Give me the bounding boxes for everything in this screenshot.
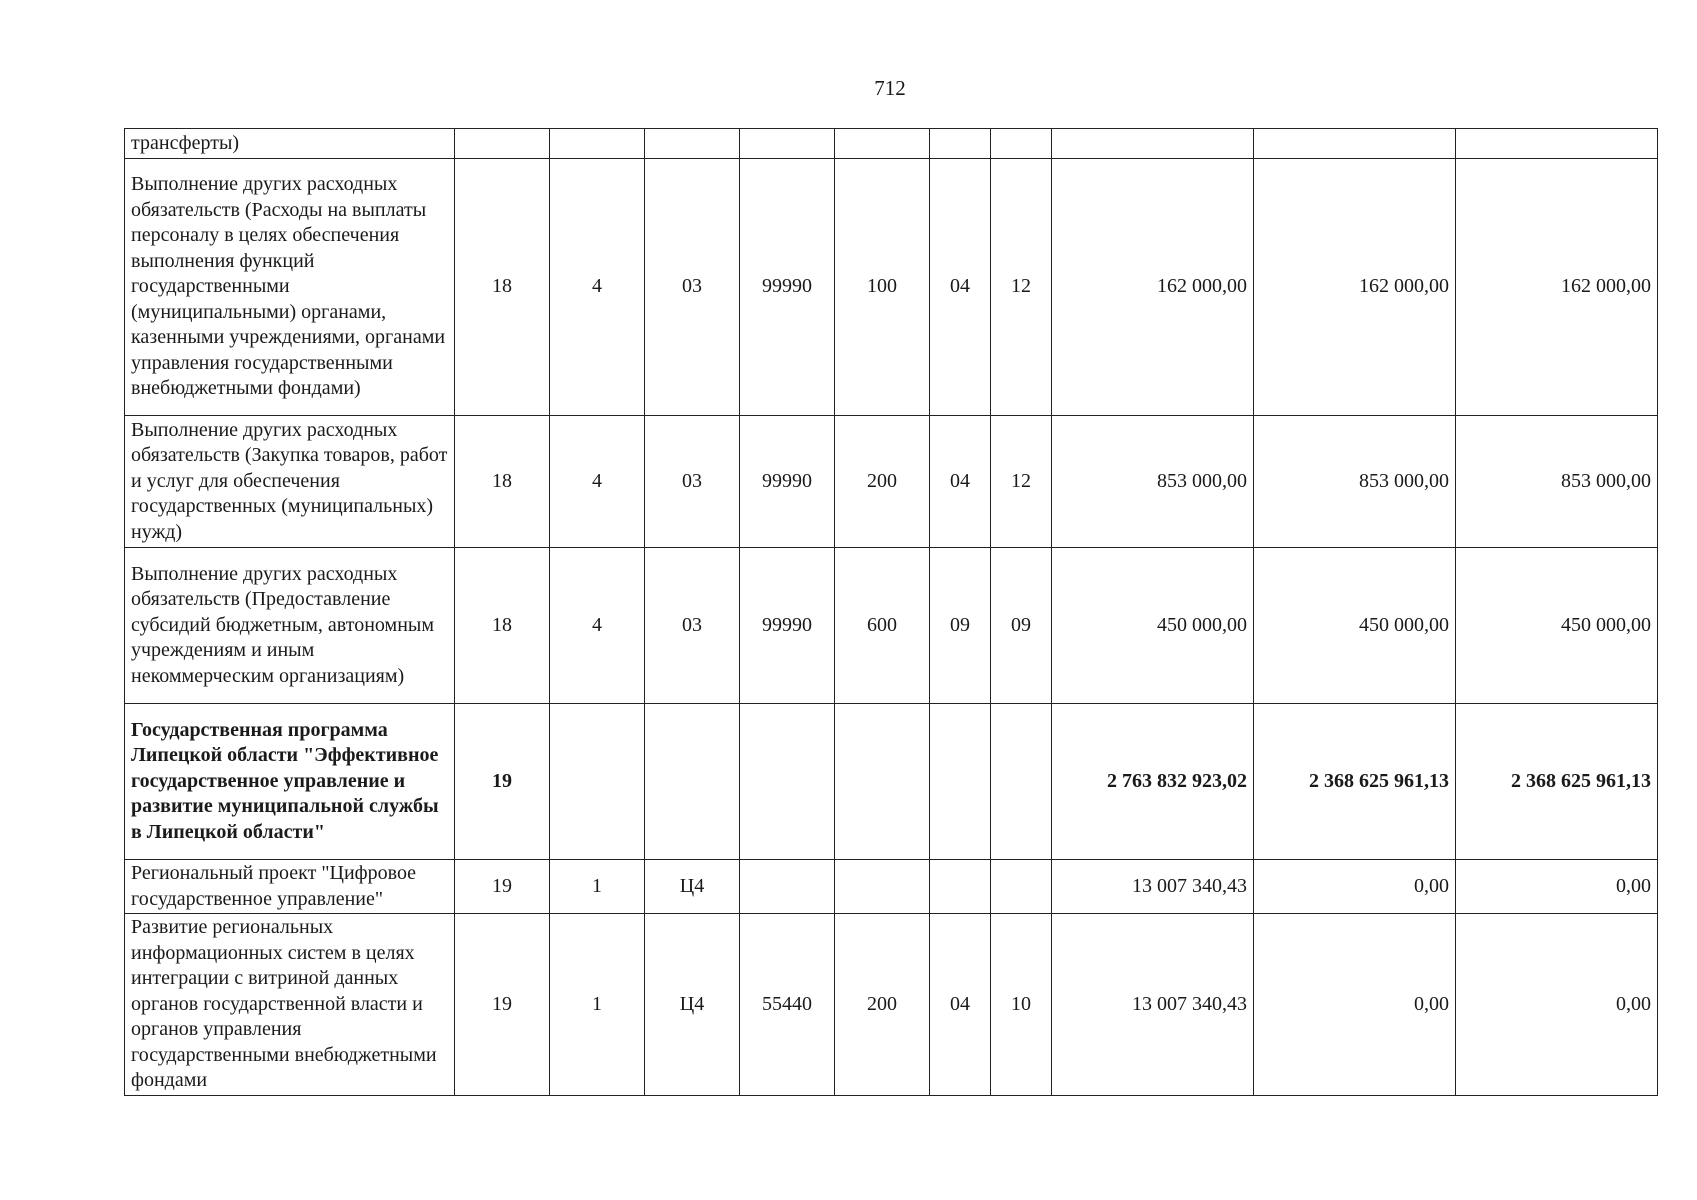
code-cell: 19 xyxy=(455,860,550,914)
amount-cell: 450 000,00 xyxy=(1052,548,1254,704)
code-cell: 99990 xyxy=(740,159,835,416)
row-name-cell: трансферты) xyxy=(125,129,455,159)
amount-cell: 2 763 832 923,02 xyxy=(1052,704,1254,860)
code-cell: 12 xyxy=(991,416,1052,548)
code-cell xyxy=(835,704,930,860)
code-cell xyxy=(740,860,835,914)
code-cell: 200 xyxy=(835,416,930,548)
code-cell xyxy=(991,129,1052,159)
row-name-cell: Государственная программа Липецкой области "Эффективное государственное управление и развитие муниципальной службы в Липецкой области" xyxy=(125,704,455,860)
code-cell: 10 xyxy=(991,914,1052,1096)
table-row xyxy=(125,159,1658,416)
code-cell xyxy=(835,860,930,914)
code-cell xyxy=(991,704,1052,860)
code-cell: 99990 xyxy=(740,416,835,548)
amount-cell: 13 007 340,43 xyxy=(1052,914,1254,1096)
amount-cell: 450 000,00 xyxy=(1254,548,1456,704)
budget-table xyxy=(124,128,1658,1096)
code-cell xyxy=(740,129,835,159)
code-cell: 4 xyxy=(550,548,645,704)
row-name-cell: Региональный проект "Цифровое государственное управление" xyxy=(125,860,455,914)
code-cell: 1 xyxy=(550,914,645,1096)
amount-cell: 853 000,00 xyxy=(1456,416,1658,548)
table-row xyxy=(125,548,1658,704)
code-cell xyxy=(930,129,991,159)
table-row xyxy=(125,416,1658,548)
amount-cell: 13 007 340,43 xyxy=(1052,860,1254,914)
code-cell: 55440 xyxy=(740,914,835,1096)
amount-cell: 853 000,00 xyxy=(1254,416,1456,548)
amount-cell: 0,00 xyxy=(1254,860,1456,914)
code-cell: 18 xyxy=(455,548,550,704)
code-cell xyxy=(550,704,645,860)
amount-cell: 162 000,00 xyxy=(1254,159,1456,416)
code-cell: 18 xyxy=(455,159,550,416)
amount-cell xyxy=(1254,129,1456,159)
code-cell xyxy=(930,860,991,914)
code-cell xyxy=(930,704,991,860)
code-cell: Ц4 xyxy=(645,914,740,1096)
table-row xyxy=(125,860,1658,914)
code-cell: 03 xyxy=(645,159,740,416)
code-cell: 19 xyxy=(455,704,550,860)
amount-cell xyxy=(1456,129,1658,159)
table-row xyxy=(125,129,1658,159)
page-number: 712 xyxy=(874,76,906,100)
code-cell: 99990 xyxy=(740,548,835,704)
code-cell: 04 xyxy=(930,416,991,548)
code-cell xyxy=(740,704,835,860)
code-cell: 12 xyxy=(991,159,1052,416)
code-cell xyxy=(991,860,1052,914)
row-name-cell: Выполнение других расходных обязательств (Закупка товаров, работ и услуг для обеспечения государственных (муниципальных) нужд) xyxy=(125,416,455,548)
amount-cell: 2 368 625 961,13 xyxy=(1456,704,1658,860)
row-name-cell: Выполнение других расходных обязательств (Расходы на выплаты персоналу в целях обеспечения выполнения функций государственными (муниципальными) органами, казенными учреждениями, органами управления государственными внебюджетными фондами) xyxy=(125,159,455,416)
amount-cell: 2 368 625 961,13 xyxy=(1254,704,1456,860)
code-cell: 600 xyxy=(835,548,930,704)
code-cell: 100 xyxy=(835,159,930,416)
code-cell: 04 xyxy=(930,914,991,1096)
row-name-cell: Развитие региональных информационных систем в целях интеграции с витриной данных органов государственной власти и органов управления государственными внебюджетными фондами xyxy=(125,914,455,1096)
amount-cell: 162 000,00 xyxy=(1456,159,1658,416)
amount-cell: 450 000,00 xyxy=(1456,548,1658,704)
amount-cell: 0,00 xyxy=(1254,914,1456,1096)
code-cell: 200 xyxy=(835,914,930,1096)
code-cell: 03 xyxy=(645,416,740,548)
code-cell: 09 xyxy=(991,548,1052,704)
code-cell: Ц4 xyxy=(645,860,740,914)
code-cell: 03 xyxy=(645,548,740,704)
row-name-cell: Выполнение других расходных обязательств (Предоставление субсидий бюджетным, автономным учреждениям и иным некоммерческим организациям) xyxy=(125,548,455,704)
table-row xyxy=(125,914,1658,1096)
code-cell xyxy=(835,129,930,159)
amount-cell: 162 000,00 xyxy=(1052,159,1254,416)
code-cell xyxy=(455,129,550,159)
code-cell: 18 xyxy=(455,416,550,548)
code-cell: 04 xyxy=(930,159,991,416)
table-row xyxy=(125,704,1658,860)
code-cell: 1 xyxy=(550,860,645,914)
amount-cell: 0,00 xyxy=(1456,860,1658,914)
amount-cell xyxy=(1052,129,1254,159)
code-cell xyxy=(645,704,740,860)
code-cell xyxy=(645,129,740,159)
amount-cell: 853 000,00 xyxy=(1052,416,1254,548)
code-cell: 09 xyxy=(930,548,991,704)
code-cell: 4 xyxy=(550,159,645,416)
amount-cell: 0,00 xyxy=(1456,914,1658,1096)
code-cell: 4 xyxy=(550,416,645,548)
code-cell xyxy=(550,129,645,159)
code-cell: 19 xyxy=(455,914,550,1096)
